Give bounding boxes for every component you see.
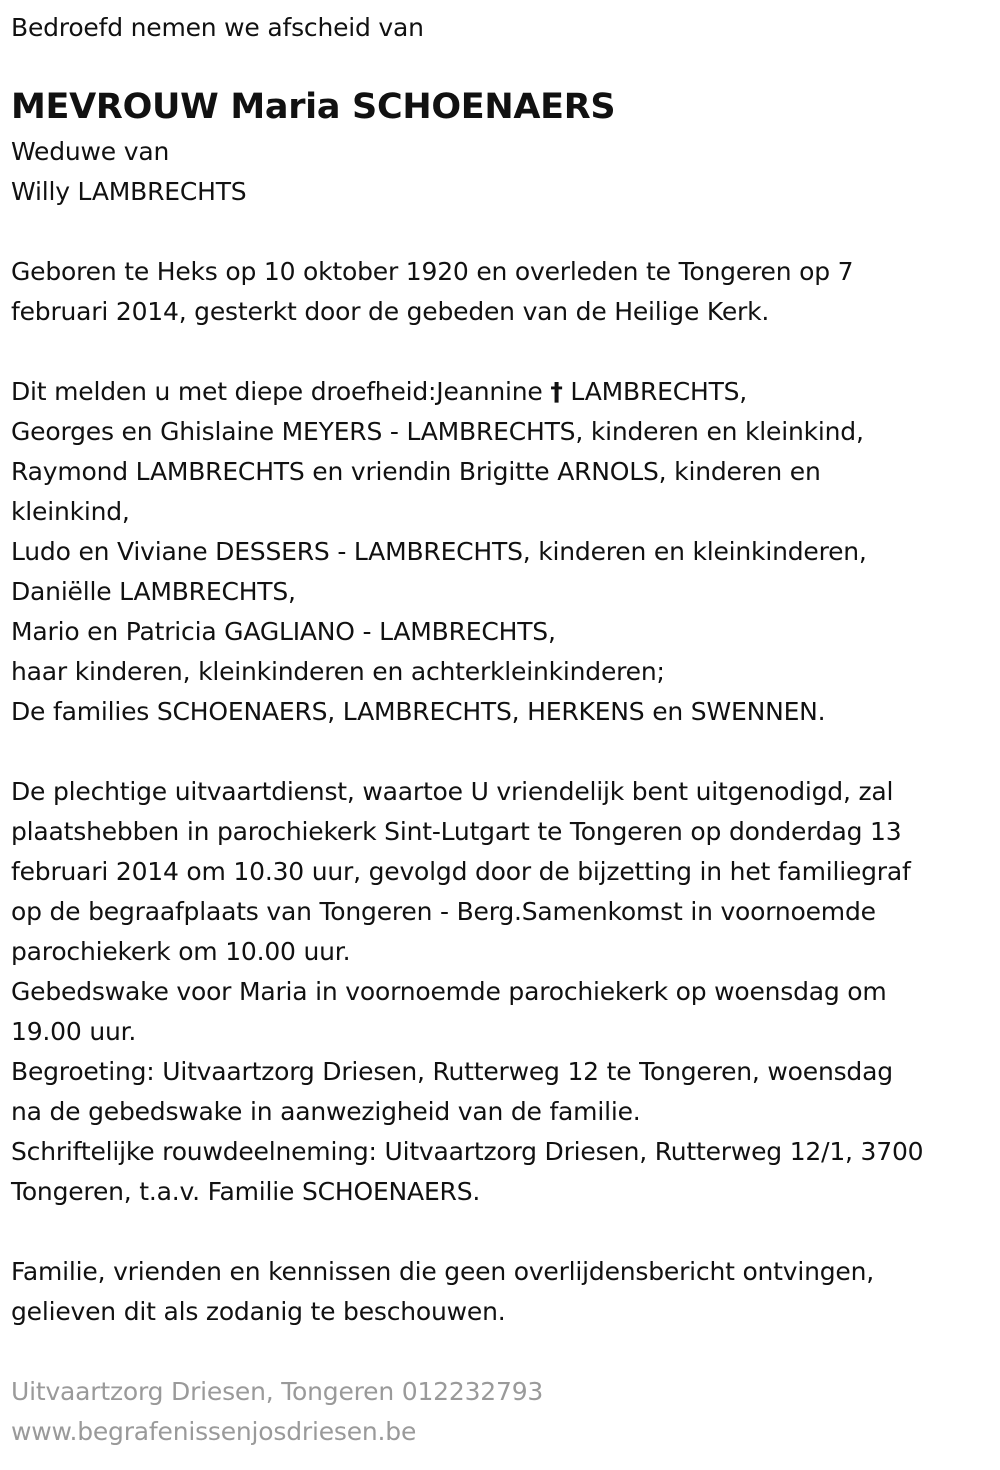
service-line: Tongeren, t.a.v. Familie SCHOENAERS.: [11, 1177, 481, 1206]
service-line: plaatshebben in parochiekerk Sint-Lutgart te Tongeren op donderdag 13: [11, 817, 902, 846]
mourner-line: kleinkind,: [11, 497, 130, 526]
birth-death-paragraph: [11, 252, 996, 332]
paragraph-line: Geboren te Heks op 10 oktober 1920 en overleden te Tongeren op 7: [11, 257, 854, 286]
deceased-name: MEVROUW Maria SCHOENAERS: [11, 87, 616, 127]
widow-label: Weduwe van: [11, 137, 170, 166]
footer: [11, 1372, 996, 1452]
mourner-line: Georges en Ghislaine MEYERS - LAMBRECHTS, kinderen en kleinkind,: [11, 417, 864, 446]
service-line: na de gebedswake in aanwezigheid van de familie.: [11, 1097, 641, 1126]
service-line: Gebedswake voor Maria in voornoemde parochiekerk op woensdag om: [11, 977, 887, 1006]
mourner-line: Ludo en Viviane DESSERS - LAMBRECHTS, kinderen en kleinkinderen,: [11, 537, 867, 566]
service-line: Schriftelijke rouwdeelneming: Uitvaartzorg Driesen, Rutterweg 12/1, 3700: [11, 1137, 924, 1166]
intro-text: Bedroefd nemen we afscheid van: [11, 13, 424, 42]
service-line: parochiekerk om 10.00 uur.: [11, 937, 351, 966]
mourner-line: Mario en Patricia GAGLIANO - LAMBRECHTS,: [11, 617, 556, 646]
spouse-name: Willy LAMBRECHTS: [11, 177, 247, 206]
service-line: februari 2014 om 10.30 uur, gevolgd door de bijzetting in het familiegraf: [11, 857, 911, 886]
mourners-prefix: Dit melden u met diepe droefheid:Jeannine: [11, 377, 551, 406]
service-line: Begroeting: Uitvaartzorg Driesen, Rutterweg 12 te Tongeren, woensdag: [11, 1057, 893, 1086]
footer-company: Uitvaartzorg Driesen, Tongeren 012232793: [11, 1377, 544, 1406]
paragraph-line: februari 2014, gesterkt door de gebeden van de Heilige Kerk.: [11, 297, 770, 326]
mourner-line: Daniëlle LAMBRECHTS,: [11, 577, 296, 606]
obituary-notice: [11, 8, 996, 1452]
mourners-first-line: [11, 372, 996, 412]
spacer: [11, 1332, 996, 1372]
closing-line: Familie, vrienden en kennissen die geen overlijdensbericht ontvingen,: [11, 1257, 875, 1286]
mourner-line: Raymond LAMBRECHTS en vriendin Brigitte ARNOLS, kinderen en: [11, 457, 821, 486]
service-line: De plechtige uitvaartdienst, waartoe U vriendelijk bent uitgenodigd, zal: [11, 777, 894, 806]
service-paragraph: [11, 772, 996, 1212]
closing-paragraph: [11, 1252, 996, 1332]
service-line: op de begraafplaats van Tongeren - Berg.Samenkomst in voornoemde: [11, 897, 876, 926]
spacer: [11, 1212, 996, 1252]
mourner-line: De families SCHOENAERS, LAMBRECHTS, HERKENS en SWENNEN.: [11, 697, 826, 726]
spacer: [11, 332, 996, 372]
mourner-line: haar kinderen, kleinkinderen en achterkleinkinderen;: [11, 657, 665, 686]
mourners-suffix: LAMBRECHTS,: [562, 377, 748, 406]
cross-icon: †: [550, 377, 563, 406]
mourners-paragraph: [11, 372, 996, 732]
closing-line: gelieven dit als zodanig te beschouwen.: [11, 1297, 506, 1326]
footer-website-link[interactable]: www.begrafenissenjosdriesen.be: [11, 1417, 417, 1446]
spacer: [11, 212, 996, 252]
spacer: [11, 732, 996, 772]
service-line: 19.00 uur.: [11, 1017, 137, 1046]
